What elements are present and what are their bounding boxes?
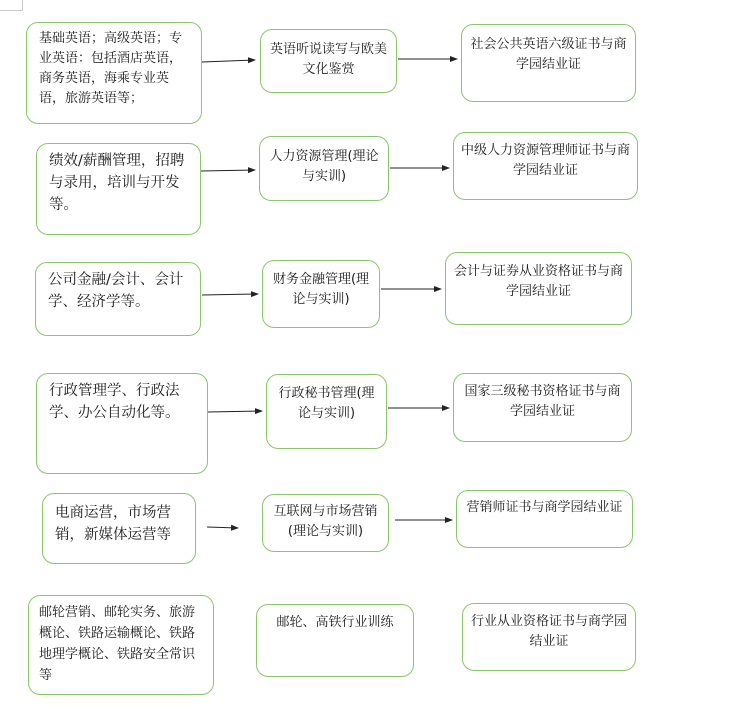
row2-course-text: 绩效/薪酬管理，招聘与录用，培训与开发等。 <box>49 153 185 213</box>
row3-program-text: 财务金融管理(理论与实训) <box>272 272 370 307</box>
row5-arrow-left <box>207 527 238 528</box>
row4-program-text: 行政秘书管理(理论与实训) <box>278 386 375 421</box>
row3-course-text: 公司金融/会计、会计学、经济学等。 <box>48 272 184 310</box>
row4-certificate-text: 国家三级秘书资格证书与商学园结业证 <box>464 384 621 419</box>
row5-certificate-text: 营销师证书与商学园结业证 <box>466 500 623 515</box>
row1-program-text: 英语听说读写与欧美文化鉴赏 <box>269 42 387 77</box>
row4-arrow-left <box>208 411 262 412</box>
row1-course-text: 基础英语；高级英语；专业英语：包括酒店英语，商务英语，海乘专业英语，旅游英语等； <box>39 31 183 106</box>
row2-arrow-left <box>201 170 255 171</box>
row1-arrow-left <box>202 60 255 62</box>
row6-program-text: 邮轮、高铁行业训练 <box>276 615 394 630</box>
row2-certificate-text: 中级人力资源管理师证书与商学园结业证 <box>460 143 630 178</box>
row4-course-text: 行政管理学、行政法学、办公自动化等。 <box>49 383 180 421</box>
row5-course-text: 电商运营，市场营销，新媒体运营等 <box>55 505 171 543</box>
row5-program-text: 互联网与市场营销(理论与实训) <box>273 504 378 539</box>
row6-certificate-text: 行业从业资格证书与商学园结业证 <box>470 614 627 649</box>
row1-certificate-text: 社会公共英语六级证书与商学园结业证 <box>470 37 627 72</box>
row2-program-text: 人力资源管理(理论与实训) <box>269 149 379 184</box>
row3-certificate-text: 会计与证券从业资格证书与商学园结业证 <box>453 264 623 299</box>
row6-course-text: 邮轮营销、邮轮实务、旅游概论、铁路运输概论、铁路地理学概论、铁路安全常识等 <box>39 605 196 683</box>
row3-arrow-left <box>202 294 258 295</box>
